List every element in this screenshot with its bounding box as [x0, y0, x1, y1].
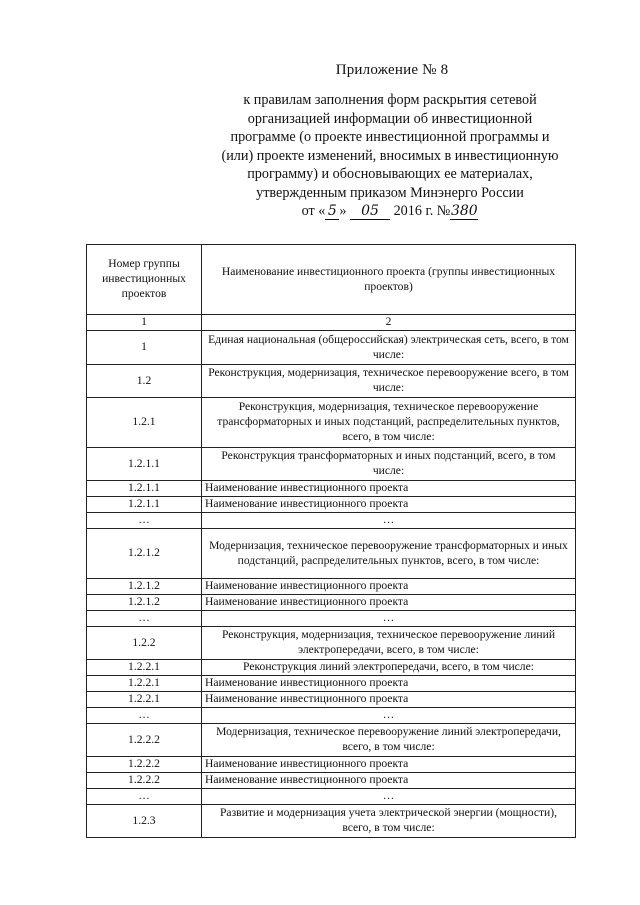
group-number-cell: 1.2.1.1	[87, 481, 202, 497]
table-row	[87, 708, 576, 724]
project-name-cell: Реконструкция, модернизация, техническое перевооружение всего, в том числе:	[202, 365, 576, 398]
table-row	[87, 481, 576, 497]
group-number-cell: 1.2.2.1	[87, 660, 202, 676]
project-name-cell: Наименование инвестиционного проекта	[202, 692, 576, 708]
group-number-cell: 1.2.2.1	[87, 692, 202, 708]
date-line	[200, 202, 580, 221]
project-name-cell: Наименование инвестиционного проекта	[202, 595, 576, 611]
date-sep: »	[339, 203, 347, 219]
table-row	[87, 595, 576, 611]
group-number-cell: 1.2.3	[87, 805, 202, 838]
project-name-cell: …	[202, 611, 576, 627]
project-name-cell: Наименование инвестиционного проекта	[202, 481, 576, 497]
header-line: к правилам заполнения форм раскрытия сетевой	[243, 92, 537, 108]
date-day: 5	[325, 204, 339, 220]
table-row	[87, 789, 576, 805]
table-row	[87, 757, 576, 773]
project-name-cell: Развитие и модернизация учета электрической энергии (мощности), всего, в том числе:	[202, 805, 576, 838]
header-block	[200, 91, 580, 221]
group-number-cell: …	[87, 513, 202, 529]
project-name-cell: Наименование инвестиционного проекта	[202, 773, 576, 789]
project-name-cell: Наименование инвестиционного проекта	[202, 676, 576, 692]
header-line: программу) и обосновывающих ее материалах,	[247, 166, 533, 182]
table-row	[87, 331, 576, 365]
group-number-cell: 1.2.1.1	[87, 448, 202, 481]
header-line: организацией информации об инвестиционной	[247, 110, 533, 127]
project-name-cell: Модернизация, техническое перевооружение линий электропередачи, всего, в том числе:	[202, 724, 576, 757]
project-name-cell: Единая национальная (общероссийская) электрическая сеть, всего, в том числе:	[202, 331, 576, 365]
project-name-cell: Реконструкция линий электропередачи, всего, в том числе:	[202, 660, 576, 676]
project-name-cell: Наименование инвестиционного проекта	[202, 497, 576, 513]
header-line: утвержденным приказом Минэнерго России	[256, 184, 524, 201]
project-name-cell: Реконструкция, модернизация, техническое перевооружение трансформаторных и иных подстанций, распределительных пунктов, всего, в том числе:	[202, 398, 576, 448]
project-name-cell: …	[202, 789, 576, 805]
project-name-cell: Наименование инвестиционного проекта	[202, 579, 576, 595]
column-index-1: 1	[87, 315, 202, 331]
group-number-cell: 1.2.1.2	[87, 595, 202, 611]
group-number-cell: …	[87, 708, 202, 724]
group-number-cell: 1.2.1	[87, 398, 202, 448]
table-row	[87, 497, 576, 513]
date-prefix: от «	[301, 203, 326, 219]
header-line: программе (о проекте инвестиционной программы и	[230, 129, 550, 145]
table-row	[87, 627, 576, 660]
table-row	[87, 398, 576, 448]
group-number-cell: 1.2.2.1	[87, 676, 202, 692]
group-number-cell: …	[87, 611, 202, 627]
date-month: 05	[350, 204, 390, 220]
table-row	[87, 448, 576, 481]
project-name-cell: …	[202, 513, 576, 529]
table-row	[87, 692, 576, 708]
table-row	[87, 773, 576, 789]
group-number-cell: 1.2.2.2	[87, 773, 202, 789]
group-number-cell: 1.2.1.1	[87, 497, 202, 513]
table-row	[87, 676, 576, 692]
table-row	[87, 805, 576, 838]
date-year: 2016 г. №	[393, 203, 451, 219]
table-row	[87, 365, 576, 398]
table-row	[87, 724, 576, 757]
order-number: 380	[450, 203, 478, 219]
group-number-cell: 1.2.1.2	[87, 529, 202, 579]
table-row	[87, 579, 576, 595]
column-header-number: Номер группы инвестиционных проектов	[87, 245, 202, 315]
project-name-cell: …	[202, 708, 576, 724]
column-header-name: Наименование инвестиционного проекта (группы инвестиционных проектов)	[202, 245, 576, 315]
project-name-cell: Реконструкция трансформаторных и иных подстанций, всего, в том числе:	[202, 448, 576, 481]
project-name-cell: Наименование инвестиционного проекта	[202, 757, 576, 773]
group-number-cell: 1.2.2.2	[87, 724, 202, 757]
table-row	[87, 529, 576, 579]
header-line: (или) проекте изменений, вносимых в инвестиционную	[221, 147, 559, 164]
column-index-row	[87, 315, 576, 331]
group-number-cell: …	[87, 789, 202, 805]
group-number-cell: 1.2.1.2	[87, 579, 202, 595]
table-row	[87, 611, 576, 627]
column-index-2: 2	[202, 315, 576, 331]
group-number-cell: 1.2	[87, 365, 202, 398]
table-header-row	[87, 245, 576, 315]
investment-groups-table	[86, 244, 576, 838]
group-number-cell: 1.2.2.2	[87, 757, 202, 773]
project-name-cell: Модернизация, техническое перевооружение трансформаторных и иных подстанций, распределительных пунктов, всего, в том числе:	[202, 529, 576, 579]
table-row	[87, 660, 576, 676]
appendix-title: Приложение № 8	[335, 62, 449, 78]
group-number-cell: 1.2.2	[87, 627, 202, 660]
group-number-cell: 1	[87, 331, 202, 365]
project-name-cell: Реконструкция, модернизация, техническое перевооружение линий электропередачи, всего, в том числе:	[202, 627, 576, 660]
table-row	[87, 513, 576, 529]
